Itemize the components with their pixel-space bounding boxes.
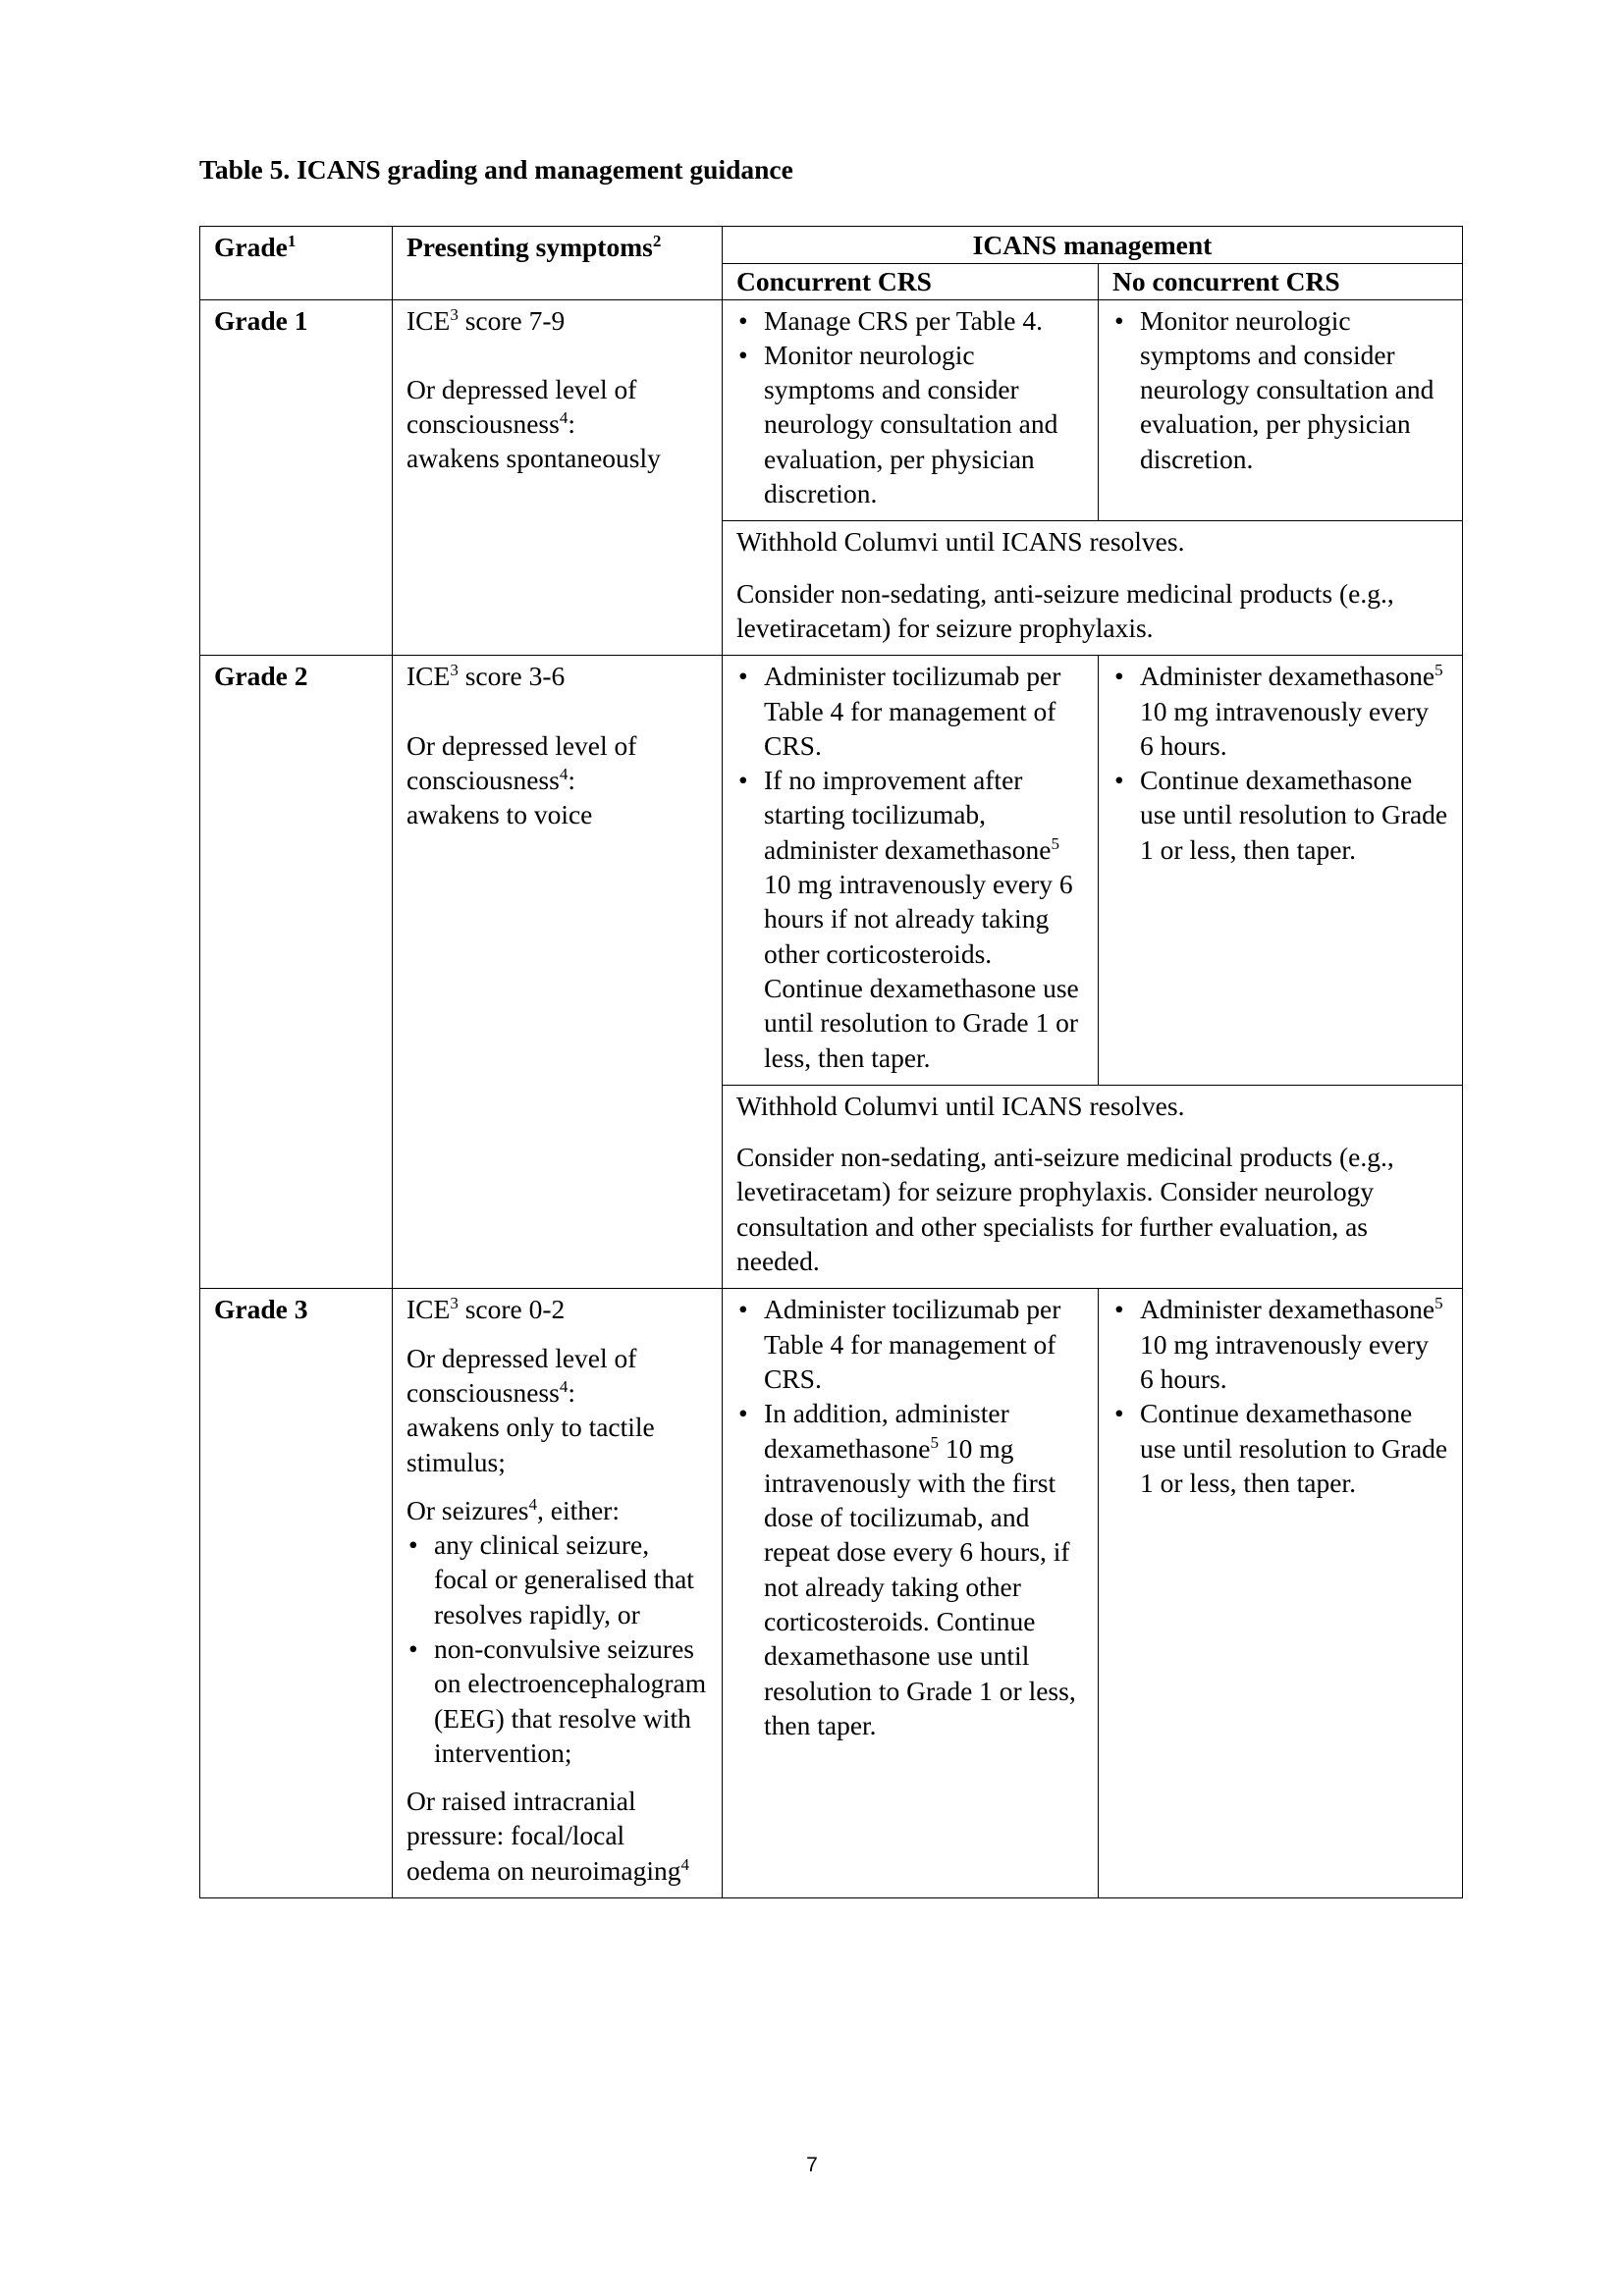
grade3-symptoms <box>393 1289 723 1898</box>
icp-text <box>406 1784 708 1888</box>
bullet-text: Administer dexamethasone <box>1140 1294 1435 1325</box>
footnote-ref: 4 <box>528 1494 537 1514</box>
ice-score-text: score 7-9 <box>458 304 566 336</box>
bullet-item <box>736 763 1084 1075</box>
bullet-text: In addition, administer dexamethasone <box>764 1398 1009 1464</box>
ice-text: ICE <box>406 304 451 336</box>
bullet-item: • Continue dexamethasone use until resolution to Grade 1 or less, then taper. <box>1112 763 1448 867</box>
footnote-ref: 5 <box>1051 833 1059 853</box>
bullet-item: • Monitor neurologic symptoms and consider neurology consultation and evaluation, per physician discretion. <box>1112 303 1448 476</box>
withhold-text: Withhold Columvi until ICANS resolves. <box>736 526 1185 558</box>
dep-line: Or depressed level of <box>406 729 637 761</box>
page-number: 7 <box>806 2154 818 2176</box>
dep-line: Or depressed level of <box>406 373 637 404</box>
table-title: Table 5. ICANS grading and management guidance <box>199 154 793 185</box>
dep-colon: : <box>568 408 575 440</box>
footnote-ref: 1 <box>287 231 297 250</box>
bullet-item: • Monitor neurologic symptoms and consider neurology consultation and evaluation, per physician discretion. <box>736 338 1084 510</box>
consciousness-text <box>406 1341 708 1479</box>
ice-score-line <box>406 303 708 338</box>
grade3-row <box>200 1289 1463 1898</box>
header-row <box>200 227 1463 264</box>
dep-colon: : <box>568 1376 575 1408</box>
grade1-no-concurrent-cell <box>1099 299 1463 521</box>
icans-grading-table <box>199 226 1463 1898</box>
dep-word: consciousness <box>406 1376 560 1408</box>
bullet-text: 10 mg intravenously with the first dose of tocilizumab, and repeat dose every 6 hours, if not already taking other corticosteroids. Continue dexamethasone use until resolution to Grade 1 or less, then taper. <box>764 1432 1076 1740</box>
grade3-label: Grade 3 <box>200 1289 393 1898</box>
ice-score-line <box>406 659 708 693</box>
grade2-concurrent-cell <box>723 656 1099 1086</box>
icp-body: Or raised intracranial pressure: focal/local oedema on neuroimaging <box>406 1786 681 1886</box>
consider-text: Consider non-sedating, anti-seizure medicinal products (e.g., levetiracetam) for seizure prophylaxis. <box>736 577 1394 643</box>
bullet-text: 10 mg intravenously every 6 hours if not already taking other corticosteroids. Continue dexamethasone use until resolution to Grade 1 or less, then taper. <box>764 869 1079 1073</box>
seizures-intro <box>406 1493 708 1527</box>
footnote-ref: 3 <box>450 304 459 324</box>
seizure-list <box>406 1527 708 1770</box>
dep-line: Or depressed level of <box>406 1342 637 1373</box>
grade2-no-concurrent-cell <box>1099 656 1463 1086</box>
withhold-text: Withhold Columvi until ICANS resolves. <box>736 1090 1185 1121</box>
grade1-row <box>200 299 1463 521</box>
consciousness-text <box>406 372 708 476</box>
footnote-ref: 5 <box>930 1432 940 1452</box>
footnote-ref: 3 <box>450 1294 459 1313</box>
bullet-item <box>736 1396 1084 1742</box>
ice-score-text: score 0-2 <box>458 1294 566 1325</box>
bullet-text: 10 mg intravenously every 6 hours. <box>1140 1328 1430 1394</box>
footnote-ref: 4 <box>559 408 568 428</box>
grade1-symptoms <box>393 299 723 656</box>
dep-colon: : <box>568 764 575 795</box>
symptoms-column-header <box>393 227 723 300</box>
concurrent-crs-header: Concurrent CRS <box>723 264 1099 299</box>
bullet-item: • Continue dexamethasone use until resolution to Grade 1 or less, then taper. <box>1112 1396 1448 1500</box>
ice-text: ICE <box>406 661 451 692</box>
no-concurrent-crs-header: No concurrent CRS <box>1099 264 1463 299</box>
ice-score-text: score 3-6 <box>458 661 566 692</box>
footnote-ref: 5 <box>1435 661 1443 680</box>
grade2-shared-management <box>723 1085 1463 1288</box>
grade-header-text: Grade <box>214 232 288 262</box>
bullet-text: If no improvement after starting tocilizumab, administer dexamethasone <box>764 765 1052 865</box>
bullet-item: • any clinical seizure, focal or generalised that resolves rapidly, or <box>406 1527 708 1631</box>
footnote-ref: 4 <box>559 764 568 783</box>
bullet-item: • Administer tocilizumab per Table 4 for management of CRS. <box>736 659 1084 763</box>
grade2-symptoms <box>393 656 723 1289</box>
bullet-text: 10 mg intravenously every 6 hours. <box>1140 695 1430 761</box>
grade2-row <box>200 656 1463 1086</box>
grade-column-header <box>200 227 393 300</box>
grade1-label: Grade 1 <box>200 299 393 656</box>
bullet-item: • Administer tocilizumab per Table 4 for management of CRS. <box>736 1292 1084 1396</box>
grade3-no-concurrent-cell <box>1099 1289 1463 1898</box>
dep-word: consciousness <box>406 408 560 440</box>
ice-score-line <box>406 1292 708 1326</box>
grade1-shared-management <box>723 521 1463 656</box>
footnote-ref: 4 <box>680 1854 690 1874</box>
consider-text: Consider non-sedating, anti-seizure medicinal products (e.g., levetiracetam) for seizure prophylaxis. Consider neurology consultation and other specialists for further evaluation, as needed. <box>736 1142 1394 1277</box>
bullet-item: • Manage CRS per Table 4. <box>736 303 1084 338</box>
footnote-ref: 3 <box>450 661 459 680</box>
consciousness-text <box>406 728 708 832</box>
bullet-item: • non-convulsive seizures on electroencephalogram (EEG) that resolve with intervention; <box>406 1631 708 1770</box>
management-column-header: ICANS management <box>723 227 1463 264</box>
seizure-text: , either: <box>536 1494 620 1525</box>
dep-detail: awakens spontaneously <box>406 443 661 474</box>
bullet-item <box>1112 1292 1448 1396</box>
bullet-item <box>1112 659 1448 763</box>
bullet-text: Administer dexamethasone <box>1140 661 1435 692</box>
dep-word: consciousness <box>406 764 560 795</box>
dep-detail: awakens to voice <box>406 799 593 830</box>
grade3-concurrent-cell <box>723 1289 1099 1898</box>
grade2-label: Grade 2 <box>200 656 393 1289</box>
dep-detail: awakens only to tactile stimulus; <box>406 1412 655 1477</box>
seizure-text: Or seizures <box>406 1494 529 1525</box>
footnote-ref: 5 <box>1435 1294 1443 1313</box>
footnote-ref: 2 <box>652 231 662 250</box>
ice-text: ICE <box>406 1294 451 1325</box>
grade1-concurrent-cell <box>723 299 1099 521</box>
footnote-ref: 4 <box>559 1376 568 1396</box>
symptoms-header-text: Presenting symptoms <box>406 232 653 262</box>
